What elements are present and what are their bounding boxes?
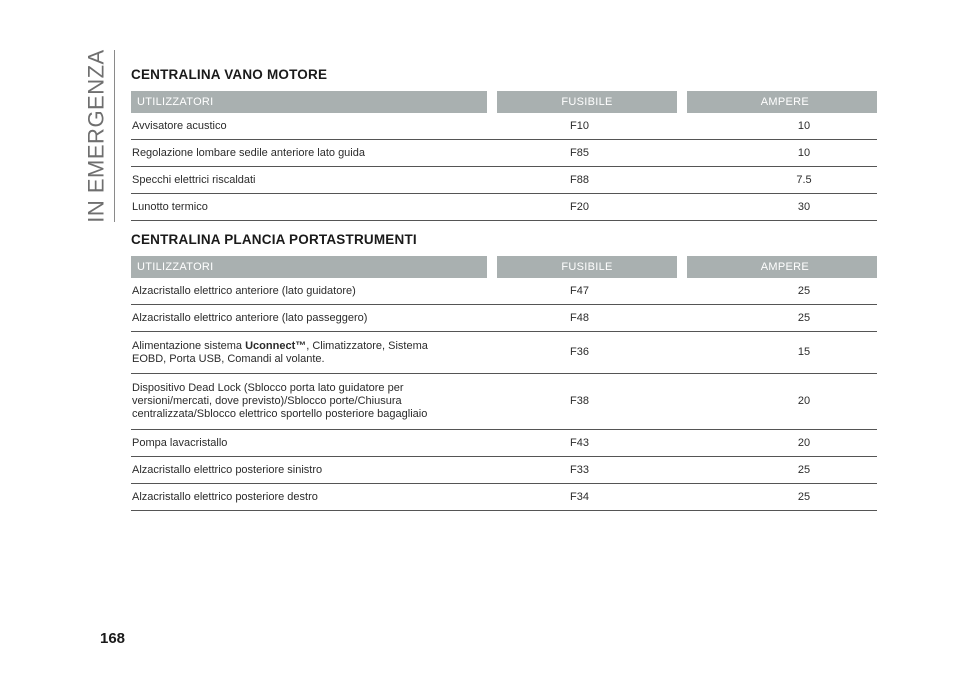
chapter-divider [114,50,115,222]
cell-fuse: F36 [487,332,677,374]
cell-user [131,374,487,430]
cell-ampere: 20 [677,374,877,430]
header-ampere: AMPERE [677,256,877,278]
cell-user-text: centralizzata/Sblocco elettrico sportello posteriore bagagliaio [132,408,428,420]
cell-ampere: 10 [677,140,877,167]
brand-name: Uconnect™ [245,339,307,352]
header-users: UTILIZZATORI [131,91,487,113]
cell-user: Pompa lavacristallo [131,430,487,457]
header-fuse: FUSIBILE [487,91,677,113]
cell-user-text: Dispositivo Dead Lock (Sblocco porta lato guidatore per [132,382,404,394]
cell-ampere: 10 [677,113,877,140]
cell-user-text: , Climatizzatore, Sistema [306,339,428,352]
table-header-row [131,256,877,278]
cell-fuse: F38 [487,374,677,430]
section-title-dashboard-fusebox: CENTRALINA PLANCIA PORTASTRUMENTI [131,232,417,247]
header-ampere: AMPERE [677,91,877,113]
cell-fuse: F33 [487,457,677,484]
cell-ampere: 15 [677,332,877,374]
table-row [131,194,877,221]
table-row [131,332,877,374]
cell-fuse: F85 [487,140,677,167]
fuse-table-dashboard [131,256,877,511]
cell-user [131,332,487,374]
fuse-table-engine [131,91,877,221]
table-row [131,457,877,484]
table-row [131,374,877,430]
table-row [131,305,877,332]
page-content [131,66,877,511]
cell-ampere: 20 [677,430,877,457]
chapter-title-text: IN EMERGENZA [84,49,109,223]
cell-ampere: 25 [677,484,877,511]
cell-ampere: 25 [677,278,877,305]
cell-user-text: EOBD, Porta USB, Comandi al volante. [132,352,325,365]
cell-user-text: Alimentazione sistema [132,339,246,352]
cell-user: Alzacristallo elettrico anteriore (lato passeggero) [131,305,487,332]
table-row [131,113,877,140]
cell-ampere: 25 [677,305,877,332]
cell-user: Alzacristallo elettrico anteriore (lato guidatore) [131,278,487,305]
cell-fuse: F43 [487,430,677,457]
cell-user: Regolazione lombare sedile anteriore lato guida [131,140,487,167]
header-users: UTILIZZATORI [131,256,487,278]
page-number: 168 [100,630,126,647]
table-row [131,167,877,194]
table-row [131,140,877,167]
header-fuse: FUSIBILE [487,256,677,278]
cell-user: Alzacristallo elettrico posteriore destro [131,484,487,511]
cell-user: Alzacristallo elettrico posteriore sinistro [131,457,487,484]
cell-fuse: F47 [487,278,677,305]
table-header-row [131,91,877,113]
cell-ampere: 25 [677,457,877,484]
cell-user: Lunotto termico [131,194,487,221]
cell-ampere: 30 [677,194,877,221]
cell-user: Specchi elettrici riscaldati [131,167,487,194]
cell-fuse: F88 [487,167,677,194]
table-row [131,484,877,511]
cell-ampere: 7.5 [677,167,877,194]
cell-fuse: F34 [487,484,677,511]
table-row [131,278,877,305]
section-title-engine-fusebox: CENTRALINA VANO MOTORE [131,67,328,82]
cell-fuse: F20 [487,194,677,221]
cell-user: Avvisatore acustico [131,113,487,140]
cell-fuse: F10 [487,113,677,140]
table-row [131,430,877,457]
cell-fuse: F48 [487,305,677,332]
cell-user-text: versioni/mercati, dove previsto)/Sblocco porte/Chiusura [132,395,402,407]
chapter-title [82,49,112,223]
